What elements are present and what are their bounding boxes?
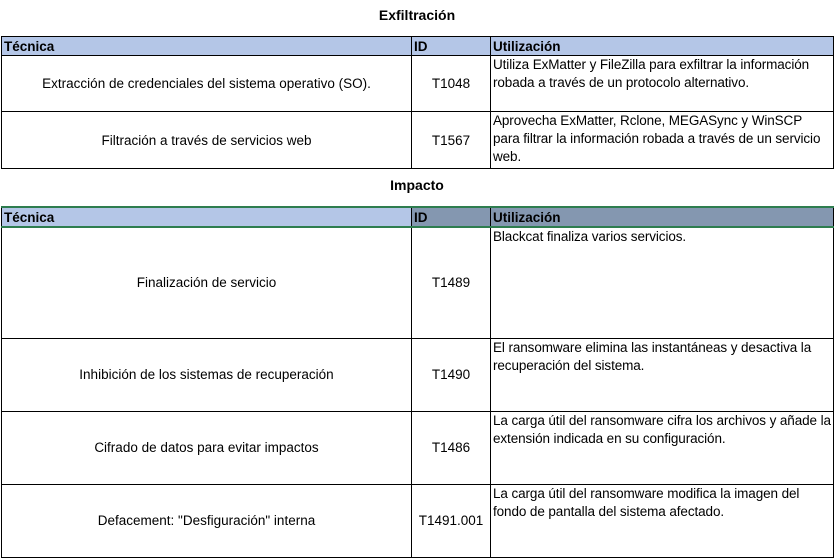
row-id: T1486 xyxy=(412,411,491,484)
impacto-table xyxy=(1,206,834,558)
column-header-id: ID xyxy=(412,207,491,227)
row-tecnica: Finalización de servicio xyxy=(2,227,412,338)
table-row xyxy=(2,112,834,169)
table-row xyxy=(2,484,834,557)
row-id: T1048 xyxy=(412,56,491,112)
table-row xyxy=(2,411,834,484)
section-title-exfiltracion: Exfiltración xyxy=(378,7,456,23)
row-utilizacion: Blackcat finaliza varios servicios. xyxy=(491,227,834,338)
column-header-tecnica: Técnica xyxy=(2,37,412,56)
row-id: T1489 xyxy=(412,227,491,338)
row-utilizacion: La carga útil del ransomware modifica la imagen del fondo de pantalla del sistema afectado. xyxy=(491,484,834,557)
section-title-impacto: Impacto xyxy=(390,177,444,193)
row-utilizacion: La carga útil del ransomware cifra los archivos y añade la extensión indicada en su configuración. xyxy=(491,411,834,484)
row-id: T1567 xyxy=(412,112,491,169)
column-header-id: ID xyxy=(412,37,491,56)
row-utilizacion: El ransomware elimina las instantáneas y desactiva la recuperación del sistema. xyxy=(491,338,834,411)
row-utilizacion: Utiliza ExMatter y FileZilla para exfiltrar la información robada a través de un protocolo alternativo. xyxy=(491,56,834,112)
row-tecnica: Inhibición de los sistemas de recuperación xyxy=(2,338,412,411)
table-row xyxy=(2,227,834,338)
row-tecnica: Filtración a través de servicios web xyxy=(2,112,412,169)
exfiltracion-table xyxy=(1,36,834,169)
table-row xyxy=(2,338,834,411)
row-id: T1491.001 xyxy=(412,484,491,557)
row-utilizacion: Aprovecha ExMatter, Rclone, MEGASync y WinSCP para filtrar la información robada a través de un servicio web. xyxy=(491,112,834,169)
row-tecnica: Defacement: "Desfiguración" interna xyxy=(2,484,412,557)
table-row xyxy=(2,56,834,112)
column-header-tecnica: Técnica xyxy=(2,207,412,227)
table-header-row xyxy=(2,207,834,227)
row-tecnica: Cifrado de datos para evitar impactos xyxy=(2,411,412,484)
row-tecnica: Extracción de credenciales del sistema operativo (SO). xyxy=(2,56,412,112)
column-header-utilizacion: Utilización xyxy=(491,37,834,56)
row-id: T1490 xyxy=(412,338,491,411)
table-header-row xyxy=(2,37,834,56)
column-header-utilizacion: Utilización xyxy=(491,207,834,227)
